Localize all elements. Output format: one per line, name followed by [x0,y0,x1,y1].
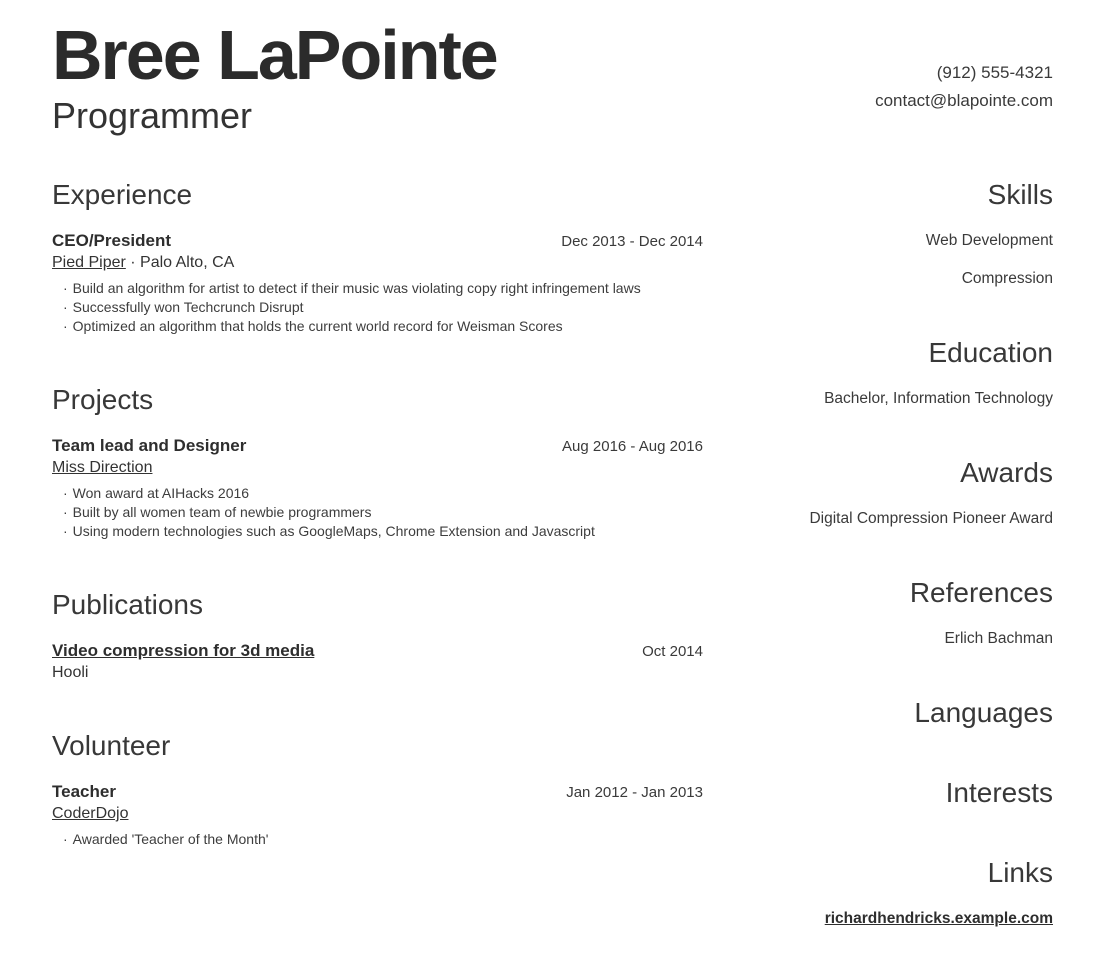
resume-job-title: Programmer [52,95,253,136]
section-languages [703,697,1053,729]
bullet-text: Successfully won Techcrunch Disrupt [72,299,304,315]
skills-heading: Skills [987,179,1053,210]
entry-subline [52,253,703,272]
bullet-list [52,279,703,336]
bullet-item [63,503,703,522]
award-item: Digital Compression Pioneer Award [809,510,1053,527]
bullet-marker: · [63,280,68,296]
reference-item: Erlich Bachman [944,630,1053,647]
projects-heading: Projects [52,384,154,415]
languages-heading: Languages [914,697,1053,728]
volunteer-org-link[interactable]: CoderDojo [52,805,129,822]
bullet-text: Using modern technologies such as GoogleMaps, Chrome Extension and Javascript [72,523,595,539]
section-education [703,337,1053,409]
section-experience [52,179,703,336]
bullet-item [63,484,703,503]
volunteer-entry [52,782,703,849]
section-projects [52,384,703,541]
bullet-marker: · [63,485,68,501]
entry-head [52,231,703,252]
bullet-marker: · [63,523,68,539]
volunteer-role: Teacher [52,782,116,801]
bullet-list [52,830,703,849]
section-links [703,857,1053,929]
section-interests [703,777,1053,809]
separator: · [125,254,141,271]
bullet-marker: · [63,831,68,847]
phone-number: (912) 555-4321 [936,63,1053,82]
section-publications [52,589,703,682]
links-heading: Links [987,857,1053,888]
resume-name: Bree LaPointe [52,16,497,94]
bullet-list [52,484,703,541]
bullet-item [63,298,703,317]
education-item: Bachelor, Information Technology [824,390,1053,407]
company-link[interactable]: Pied Piper [52,254,126,271]
bullet-item [63,279,703,298]
project-link[interactable]: Miss Direction [52,459,153,476]
interests-heading: Interests [945,777,1053,808]
side-column [703,179,1053,977]
resume-body [52,179,1053,977]
section-skills [703,179,1053,289]
skill-item: Web Development [925,232,1053,249]
personal-site-link[interactable]: richardhendricks.example.com [824,910,1053,927]
publication-entry [52,641,703,682]
bullet-text: Optimized an algorithm that holds the current world record for Weisman Scores [72,318,563,334]
bullet-item [63,522,703,541]
publication-publisher: Hooli [52,664,89,681]
publication-title-link[interactable]: Video compression for 3d media [52,641,315,660]
education-heading: Education [928,337,1053,368]
entry-subline [52,804,703,823]
bullet-marker: · [63,299,68,315]
entry-head [52,436,703,457]
contact-block [875,59,1053,115]
project-role: Team lead and Designer [52,436,247,455]
entry-head [52,782,703,803]
bullet-text: Built by all women team of newbie programmers [72,504,372,520]
experience-entry [52,231,703,336]
section-volunteer [52,730,703,849]
section-awards [703,457,1053,529]
entry-subline [52,458,703,477]
skill-item: Compression [961,270,1053,287]
job-dates: Dec 2013 - Dec 2014 [561,233,703,250]
publication-date: Oct 2014 [642,643,703,660]
bullet-marker: · [63,504,68,520]
email-address: contact@blapointe.com [875,91,1053,110]
bullet-text: Won award at AIHacks 2016 [72,485,250,501]
main-column [52,179,703,977]
bullet-item [63,317,703,336]
job-location: Palo Alto, CA [140,254,235,271]
resume-header [52,15,1053,137]
bullet-text: Awarded 'Teacher of the Month' [72,831,269,847]
bullet-marker: · [63,318,68,334]
publications-heading: Publications [52,589,203,620]
bullet-text: Build an algorithm for artist to detect if their music was violating copy right infringement laws [72,280,641,296]
volunteer-heading: Volunteer [52,730,171,761]
job-role: CEO/President [52,231,172,250]
project-dates: Aug 2016 - Aug 2016 [562,438,703,455]
bullet-item [63,830,703,849]
section-references [703,577,1053,649]
project-entry [52,436,703,541]
experience-heading: Experience [52,179,193,210]
entry-head [52,641,703,662]
references-heading: References [909,577,1053,608]
awards-heading: Awards [960,457,1053,488]
volunteer-dates: Jan 2012 - Jan 2013 [566,784,703,801]
